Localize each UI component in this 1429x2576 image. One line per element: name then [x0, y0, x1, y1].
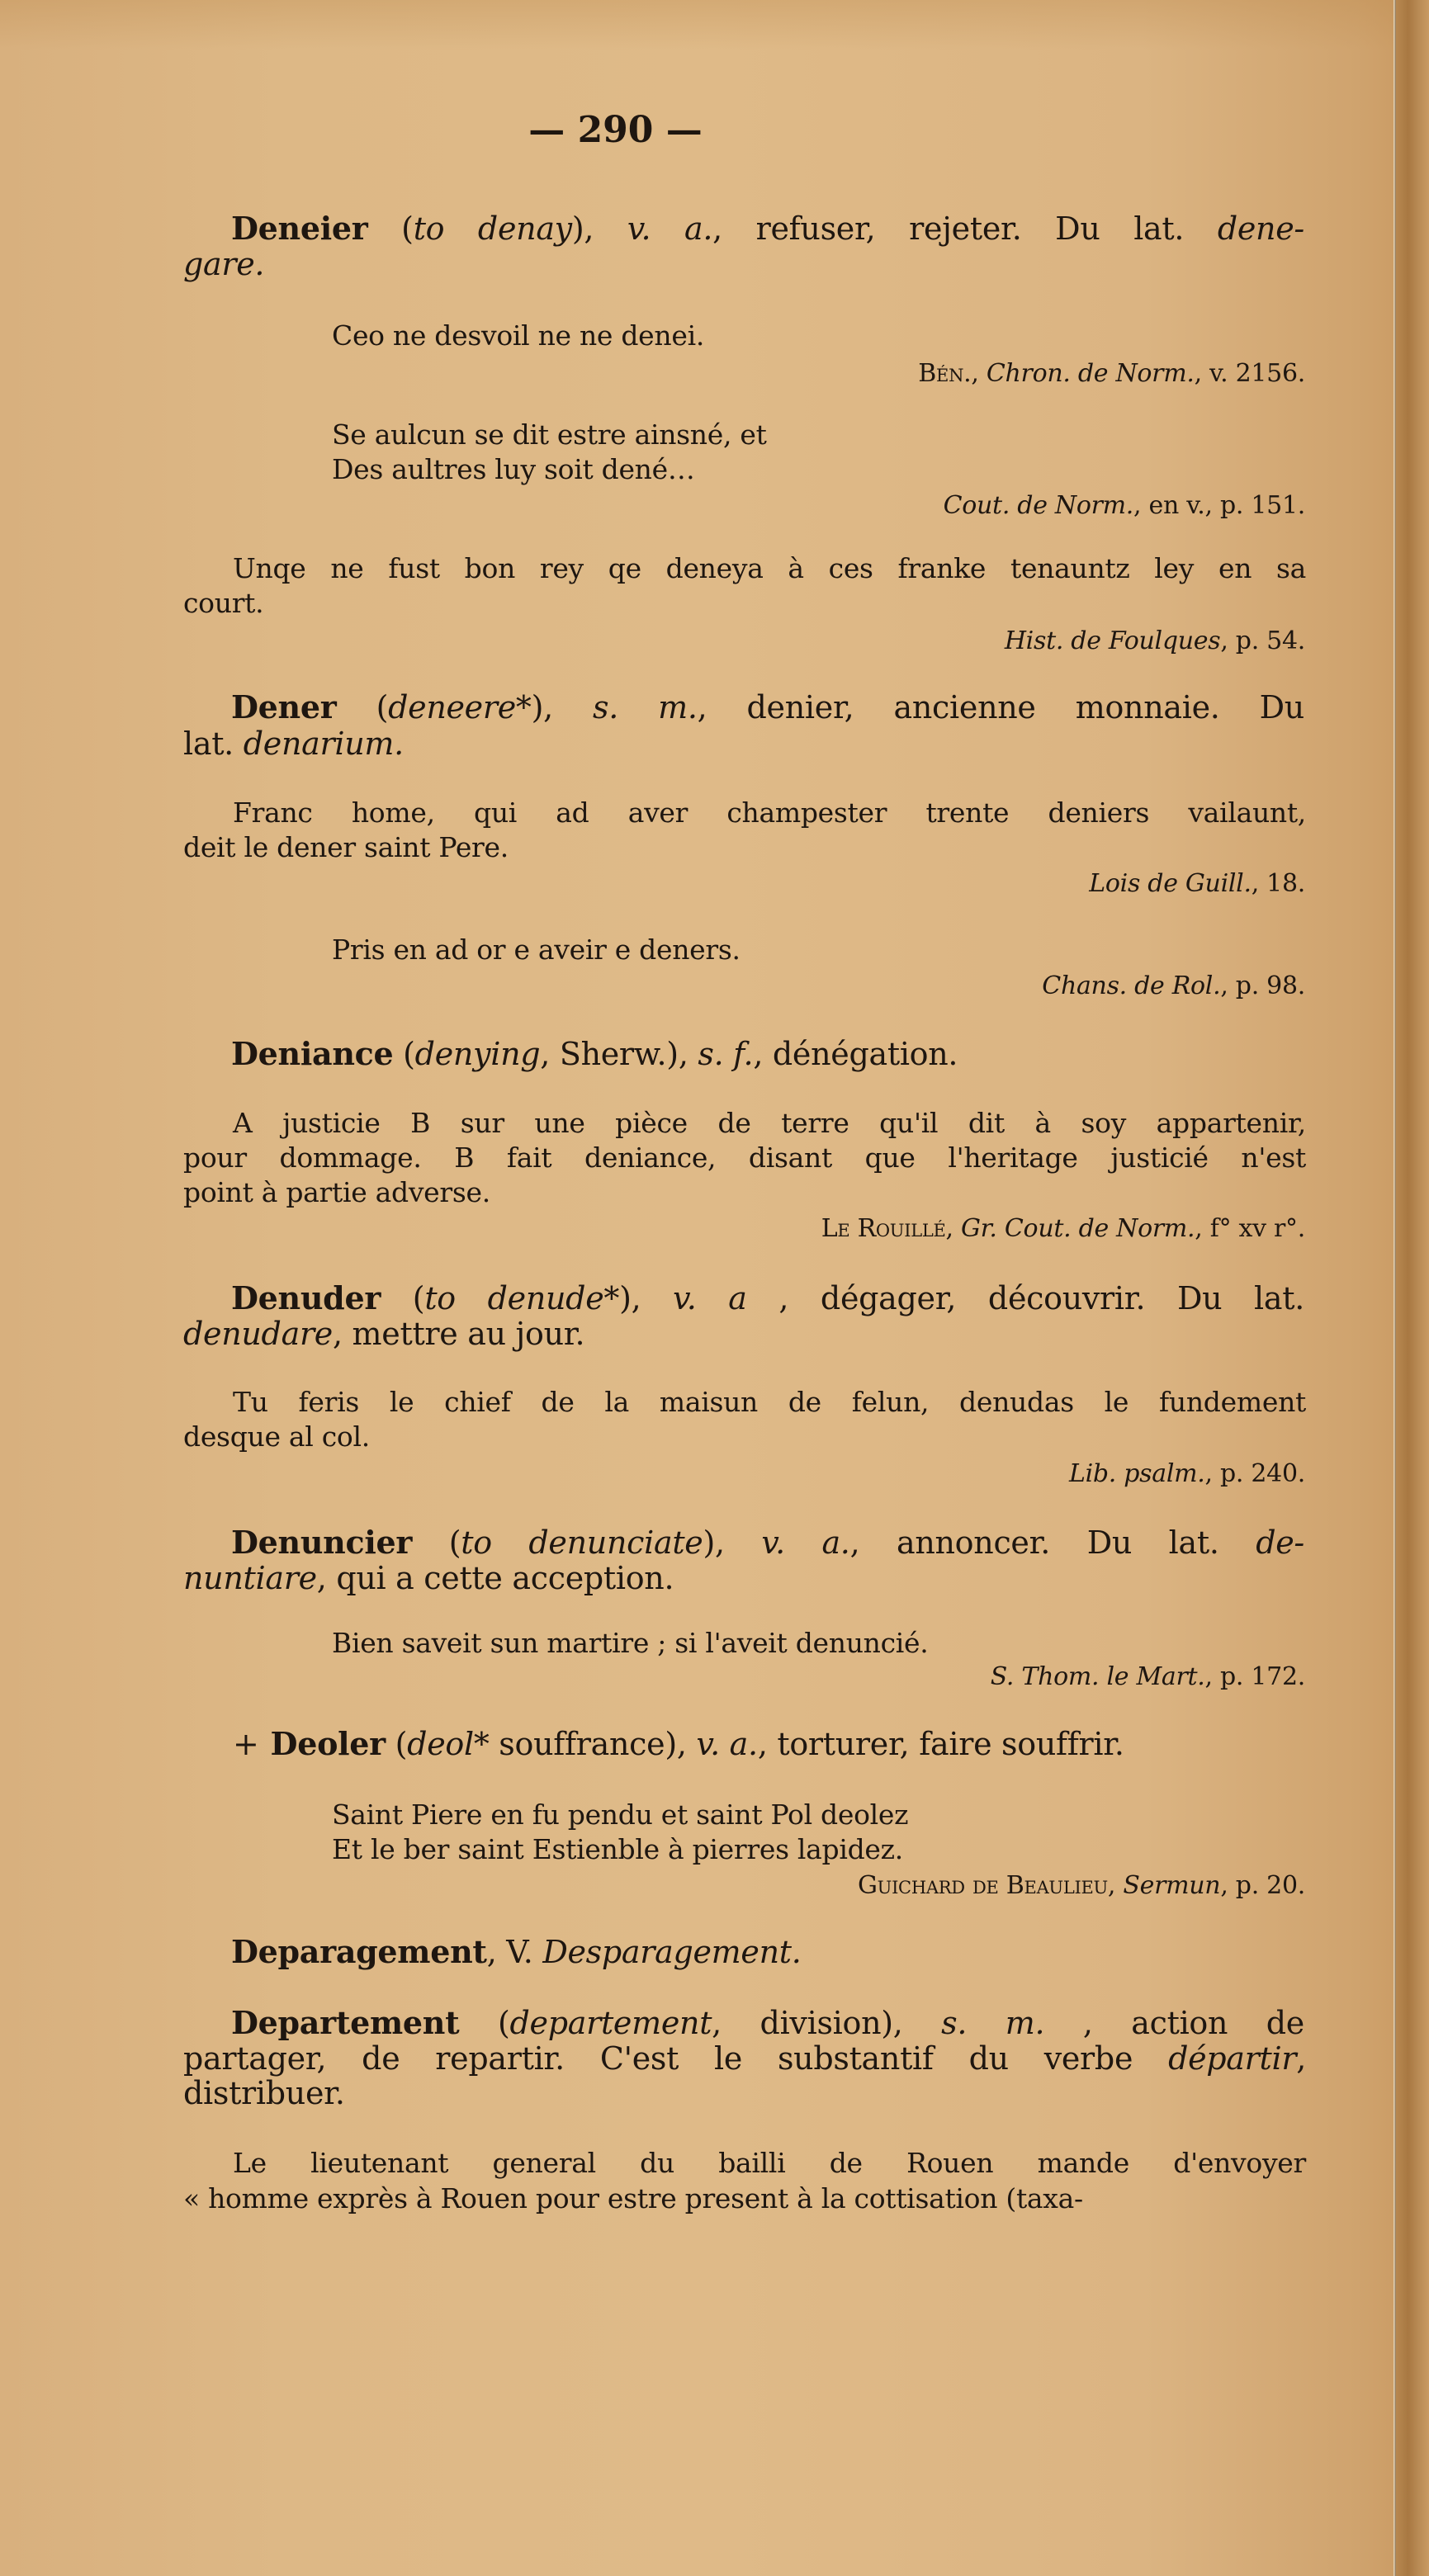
etymology: departement [509, 2005, 712, 2041]
headword: Denuncier [231, 1524, 413, 1561]
entry-denuncier-cont: nuntiare, qui a cette acception. [183, 1560, 674, 1596]
quote-line: Se aulcun se dit estre ainsné, et [332, 418, 767, 451]
citation: Chans. de Rol., p. 98. [1042, 971, 1305, 1000]
etymology: to denude* [424, 1280, 620, 1316]
headword: Denuder [231, 1279, 381, 1316]
part-of-speech: v. a. [627, 210, 713, 247]
entry-departement: Departement (departement, division), s. m. , action de [231, 2004, 1304, 2041]
definition: , annoncer. Du lat. [849, 1524, 1256, 1561]
cross-marker-icon: + [233, 1726, 259, 1762]
headword: Deoler [270, 1725, 386, 1762]
definition: , action de [1044, 2005, 1304, 2041]
entry-deneier-cont: gare. [183, 246, 265, 282]
quote-line: Des aultres luy soit dené… [332, 453, 695, 485]
entry-deoler: + Deoler (deol* souffrance), v. a., torturer, faire souffrir. [233, 1725, 1124, 1762]
entry-denuder-cont: denudare, mettre au jour. [183, 1316, 585, 1352]
part-of-speech: s. f. [698, 1036, 754, 1072]
quote-line: Pris en ad or e aveir e deners. [332, 934, 741, 966]
citation: Bén., Chron. de Norm., v. 2156. [918, 359, 1305, 388]
entry-deneier: Deneier (to denay), v. a., refuser, rejeter. Du lat. dene- [231, 210, 1304, 247]
quote-line: court. [183, 587, 264, 619]
entry-dener: Dener (deneere*), s. m., denier, ancienne monnaie. Du [231, 688, 1304, 726]
quote-line: Et le ber saint Estienble à pierres lapidez. [332, 1833, 903, 1865]
quote-line: deit le dener saint Pere. [183, 831, 509, 863]
citation: Lois de Guill., 18. [1089, 869, 1305, 898]
entry-deniance: Deniance (denying, Sherw.), s. f., dénégation. [231, 1035, 958, 1072]
headword: Dener [231, 688, 337, 726]
quote-line: A justicie B sur une pièce de terre qu'il dit à soy appartenir, [233, 1107, 1306, 1139]
page-edge-line [1394, 0, 1396, 2576]
book-page-edge [1394, 0, 1429, 2576]
part-of-speech: s. m. [593, 689, 698, 726]
page-number: — 290 — [528, 109, 703, 151]
citation: Guichard de Beaulieu, Sermun, p. 20. [858, 1871, 1305, 1900]
citation: Le Rouillé, Gr. Cout. de Norm., f° xv r°. [821, 1214, 1305, 1243]
entry-denuder: Denuder (to denude*), v. a , dégager, découvrir. Du lat. [231, 1279, 1304, 1316]
quote-line: Ceo ne desvoil ne ne denei. [332, 319, 705, 352]
headword: Departement [231, 2004, 460, 2041]
quote-line: point à partie adverse. [183, 1176, 490, 1208]
entry-deparagement: Deparagement, V. Desparagement. [231, 1933, 802, 1970]
citation: Lib. psalm., p. 240. [1068, 1459, 1305, 1488]
headword: Deneier [231, 210, 368, 247]
latin-etymon: de- [1256, 1524, 1304, 1561]
citation: S. Thom. le Mart., p. 172. [990, 1662, 1305, 1691]
entry-dener-cont: lat. denarium. [183, 726, 404, 762]
quote-line: Tu feris le chief de la maisun de felun, denudas le fundement [233, 1386, 1306, 1418]
quote-line: Le lieutenant general du bailli de Rouen mande d'envoyer [233, 2147, 1306, 2179]
definition: , dénégation. [753, 1036, 958, 1072]
definition: , denier, ancienne monnaie. Du [697, 689, 1304, 726]
entry-denuncier: Denuncier (to denunciate), v. a., annoncer. Du lat. de- [231, 1524, 1304, 1561]
etymology: denying [414, 1036, 541, 1072]
part-of-speech: v. a. [761, 1524, 850, 1561]
quote-line: « homme exprès à Rouen pour estre present à la cottisation (taxa- [183, 2182, 1083, 2214]
quote-line: pour dommage. B fait deniance, disant que l'heritage justicié n'est [183, 1141, 1306, 1174]
latin-etymon: dene- [1217, 210, 1304, 247]
entry-departement-cont: partager, de repartir. C'est le substantif du verbe départir, [183, 2040, 1306, 2077]
etymology: deneere* [388, 689, 532, 726]
part-of-speech: v. a [673, 1280, 747, 1316]
definition: , torturer, faire souffrir. [757, 1726, 1124, 1762]
page-shadow [0, 0, 1429, 50]
quote-line: Unqe ne fust bon rey qe deneya à ces franke tenauntz ley en sa [233, 552, 1306, 584]
quote-line: Franc home, qui ad aver champester trente deniers vailaunt, [233, 796, 1306, 829]
etymology: to denunciate [461, 1524, 703, 1561]
definition: , dégager, découvrir. Du lat. [746, 1280, 1304, 1316]
headword: Deparagement [231, 1933, 487, 1970]
etymology: to denay [413, 210, 572, 247]
part-of-speech: v. a. [696, 1726, 758, 1762]
latin-etymon: denudare [183, 1316, 333, 1352]
quote-line: Saint Piere en fu pendu et saint Pol deolez [332, 1798, 909, 1831]
definition: , refuser, rejeter. Du lat. [712, 210, 1218, 247]
quote-line: desque al col. [183, 1420, 370, 1453]
latin-etymon: denarium. [243, 726, 404, 762]
quote-line: Bien saveit sun martire ; si l'aveit denuncié. [332, 1627, 929, 1659]
etymology: deol* [407, 1726, 490, 1762]
headword: Deniance [231, 1035, 394, 1072]
cross-reference: Desparagement. [542, 1934, 802, 1970]
part-of-speech: s. m. [941, 2005, 1045, 2041]
entry-departement-cont: distribuer. [183, 2075, 345, 2111]
citation: Hist. de Foulques, p. 54. [1004, 626, 1305, 655]
citation: Cout. de Norm., en v., p. 151. [943, 491, 1305, 520]
